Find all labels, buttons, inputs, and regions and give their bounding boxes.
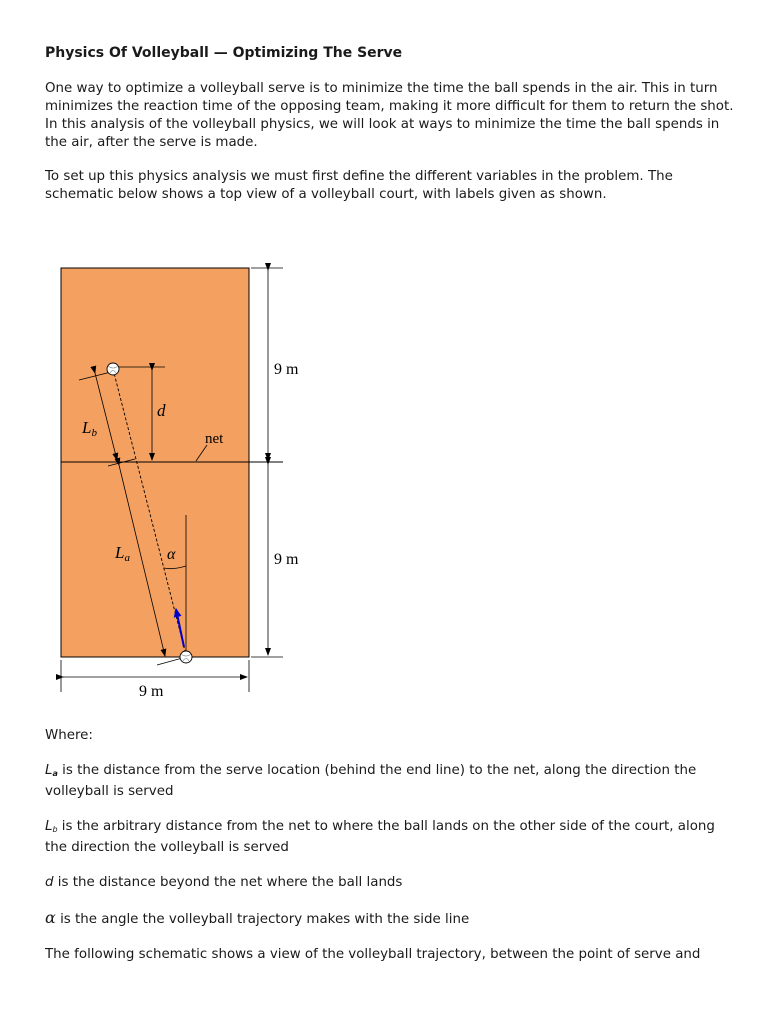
court-width-label: 9 m xyxy=(139,683,164,700)
alpha-label: α xyxy=(167,546,176,563)
article xyxy=(45,44,735,220)
court-schematic-svg xyxy=(55,262,315,707)
setup-paragraph: To set up this physics analysis we must first define the different variables in the problem. The schematic below shows a top view of a volleyball court, with labels given as shown. xyxy=(45,169,673,202)
net-label: net xyxy=(205,431,224,447)
definition-d: d is the distance beyond the net where the ball lands xyxy=(45,875,403,890)
bottom-half-length-label: 9 m xyxy=(274,551,299,568)
article-title: Physics Of Volleyball — Optimizing The Serve xyxy=(45,45,403,61)
where-label: Where: xyxy=(45,728,93,743)
landing-ball-icon xyxy=(107,363,119,375)
intro-paragraph: One way to optimize a volleyball serve is to minimize the time the ball spends in the air. This in turn minimizes the reaction time of the opposing team, making it more difficult for them to return the shot. In this analysis of the volleyball physics, we will look at ways to minimize the time the ball spends in the air, after the serve is made. xyxy=(45,81,734,150)
closing-paragraph: The following schematic shows a view of the volleyball trajectory, between the point of serve and xyxy=(45,947,701,962)
serve-ball-icon xyxy=(180,651,192,663)
la-label: La xyxy=(115,543,130,564)
definitions-section xyxy=(45,727,735,981)
definition-lb: $L_b$ is the arbitrary distance from the net to where the ball lands on the other side of the court, along the direction the volleyball is served xyxy=(45,819,715,855)
d-label: d xyxy=(157,401,166,420)
lb-label: Lb xyxy=(82,418,97,439)
definition-la: $L_a$ is the distance from the serve location (behind the end line) to the net, along the direction the volleyball is served xyxy=(45,763,697,799)
definition-alpha: α is the angle the volleyball trajectory makes with the side line xyxy=(45,908,470,927)
court-diagram xyxy=(55,262,315,707)
top-half-length-label: 9 m xyxy=(274,361,299,378)
